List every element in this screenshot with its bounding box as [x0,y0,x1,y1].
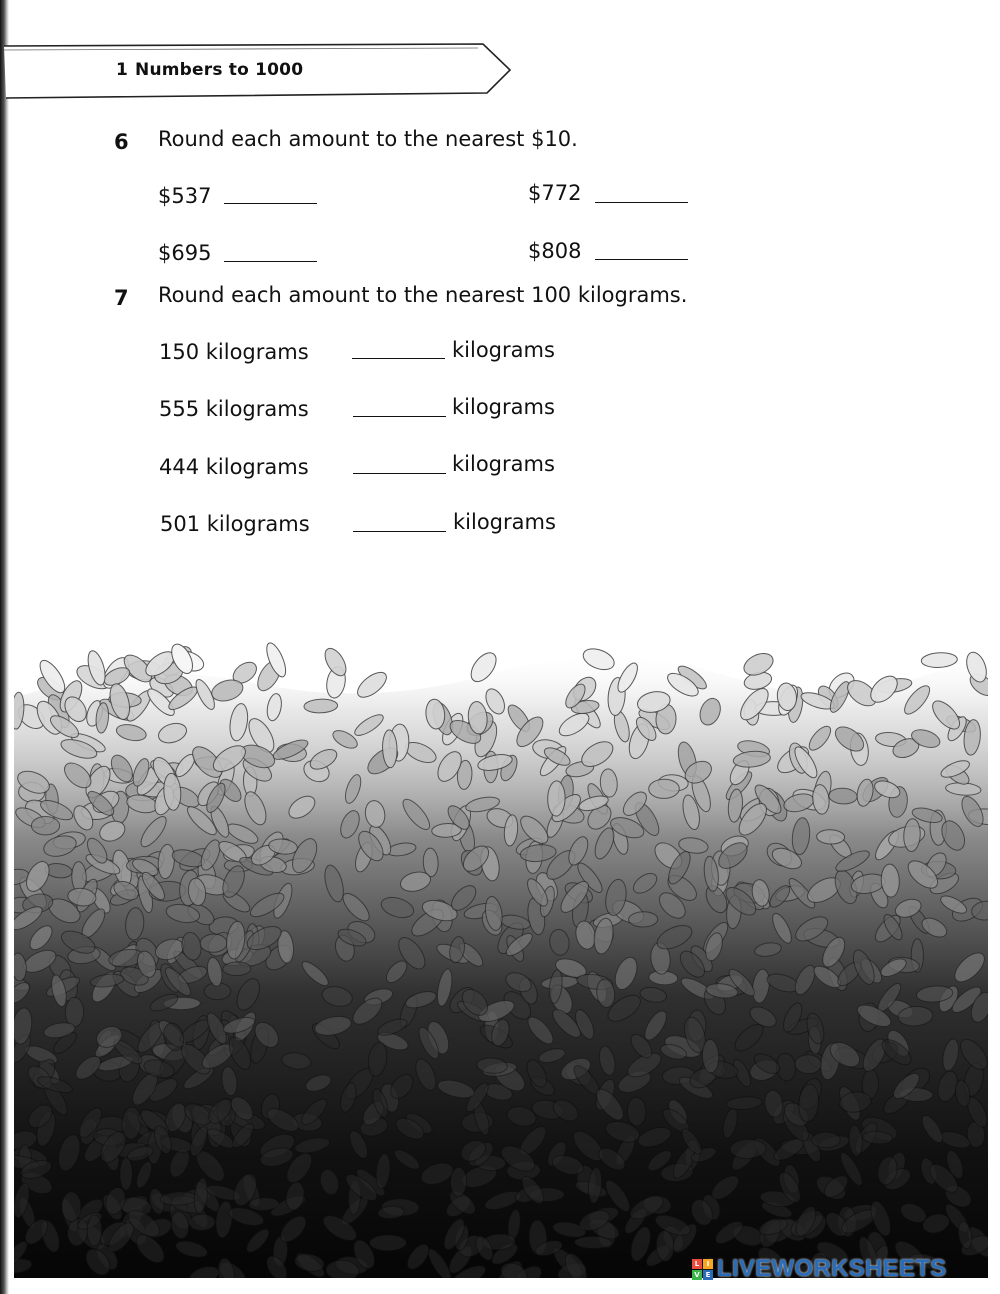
question-6-prompt: Round each amount to the nearest $10. [158,127,578,151]
q7-item-1: 150 kilograms [159,340,309,364]
chapter-title [116,60,303,80]
q6-answer-blank-4[interactable] [595,259,688,260]
question-7-prompt: Round each amount to the nearest 100 kilograms. [158,283,688,307]
q7-answer-blank-2[interactable] [353,416,446,417]
q7-item-3: 444 kilograms [159,455,309,479]
q7-unit-3: kilograms [452,452,555,476]
q7-item-2: 555 kilograms [159,397,309,421]
q7-answer-blank-1[interactable] [352,358,445,359]
question-7-number: 7 [114,286,129,310]
q7-answer-blank-4[interactable] [353,531,446,532]
q6-answer-blank-2[interactable] [595,202,688,203]
q6-item-3: $695 [158,241,212,265]
q6-item-2: $772 [528,181,582,205]
question-6-number: 6 [114,130,129,154]
watermark-text: LIVEWORKSHEETS [717,1255,947,1282]
q7-answer-blank-3[interactable] [353,473,446,474]
barley-grain-photo [14,588,988,1278]
q6-answer-blank-1[interactable] [224,203,317,204]
liveworksheets-watermark [692,1256,947,1282]
page-binding-edge [0,0,9,1294]
liveworksheets-logo-icon: L I V E [692,1259,713,1280]
q6-answer-blank-3[interactable] [224,261,317,262]
q6-item-4: $808 [528,239,582,263]
chapter-title-text: Numbers to 1000 [135,60,304,80]
chapter-number: 1 [116,60,129,80]
q7-item-4: 501 kilograms [160,512,310,536]
q7-unit-4: kilograms [453,510,556,534]
q6-item-1: $537 [158,184,212,208]
q7-unit-2: kilograms [452,395,555,419]
q7-unit-1: kilograms [452,338,555,362]
